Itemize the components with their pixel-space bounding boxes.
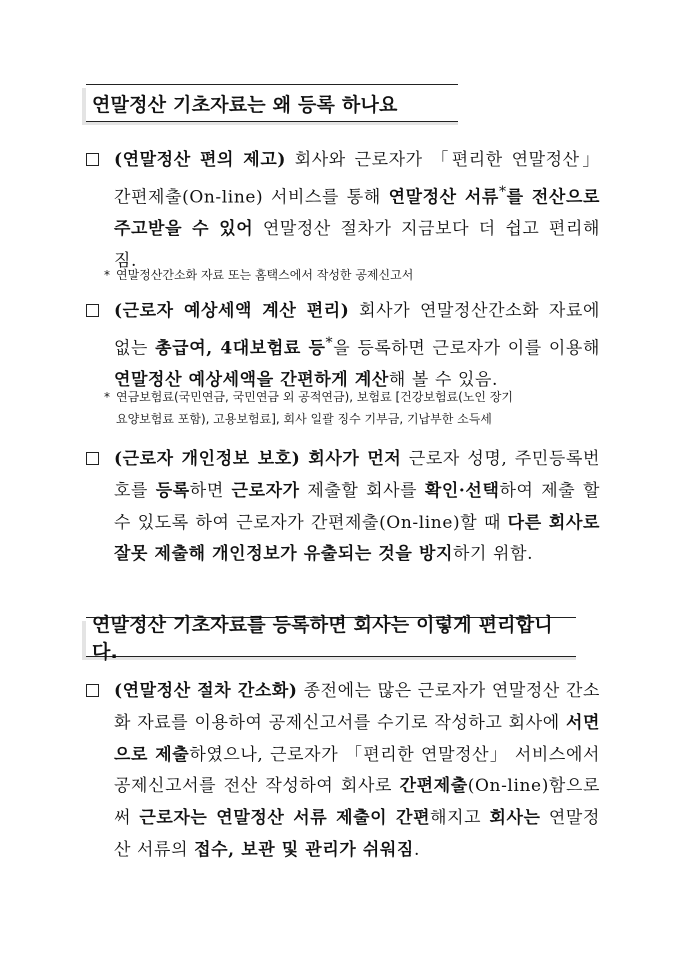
section-heading-text: 연말정산 기초자료는 왜 등록 하나요 [92,93,398,116]
square-bullet-icon [86,153,99,166]
bullet-paragraph: (연말정산 편의 제고) 회사와 근로자가 「편리한 연말정산」 간편제출(On-line) 서비스를 통해 연말정산 서류*를 전산으로 주고받을 수 있어 연말정산 절차가 지금보다 더 쉽고 편리해 짐. [114,150,600,272]
section-heading-text: 연말정산 기초자료를 등록하면 회사는 이렇게 편리합니다. [92,614,553,663]
footnote-2: * 연금보험료(국민연금, 국민연금 외 공적연금), 보험료 [건강보험료(노인 장기 요양보험료 포함), 고용보험료], 회사 일괄 징수 기부금, 기납부한 소득세 [104,390,514,426]
square-bullet-icon [86,684,99,697]
bullet-paragraph: (근로자 예상세액 계산 편리) 회사가 연말정산간소화 자료에 없는 총급여, 4대보험료 등*을 등록하면 근로자가 이를 이용해 연말정산 예상세액을 간편하게 계산해 볼 수 있음. [114,301,600,391]
footnote-1: * 연말정산간소화 자료 또는 홈택스에서 작성한 공제신고서 [104,268,414,282]
bullet-item-tax-estimate [80,296,600,397]
section-heading-why-register [86,84,458,122]
bullet-paragraph: (연말정산 절차 간소화) 종전에는 많은 근로자가 연말정산 간소화 자료를 이용하여 공제신고서를 수기로 작성하고 회사에 서면으로 제출하였으나, 근로자가 「편리한 연말정산」 서비스에서 공제신고서를 전산 작성하여 회사로 간편제출(On-line)함으로써 근로자는 연말정산 서류 제출이 간편해지고 회사는 연말정산 서류의 접수, 보관 및 관리가 쉬워짐. [114,681,600,860]
section-heading-company-benefits [86,614,576,663]
square-bullet-icon [86,304,99,317]
bullet-item-convenience [80,145,600,278]
bullet-paragraph: (근로자 개인정보 보호) 회사가 먼저 근로자 성명, 주민등록번호를 등록하면 근로자가 제출할 회사를 확인·선택하여 제출 할 수 있도록 하여 근로자가 간편제출(On-line)할 때 다른 회사로 잘못 제출해 개인정보가 유출되는 것을 방지하기 위함. [114,449,600,565]
bullet-item-simplification [80,676,600,867]
square-bullet-icon [86,452,99,465]
bullet-item-privacy [80,444,600,571]
